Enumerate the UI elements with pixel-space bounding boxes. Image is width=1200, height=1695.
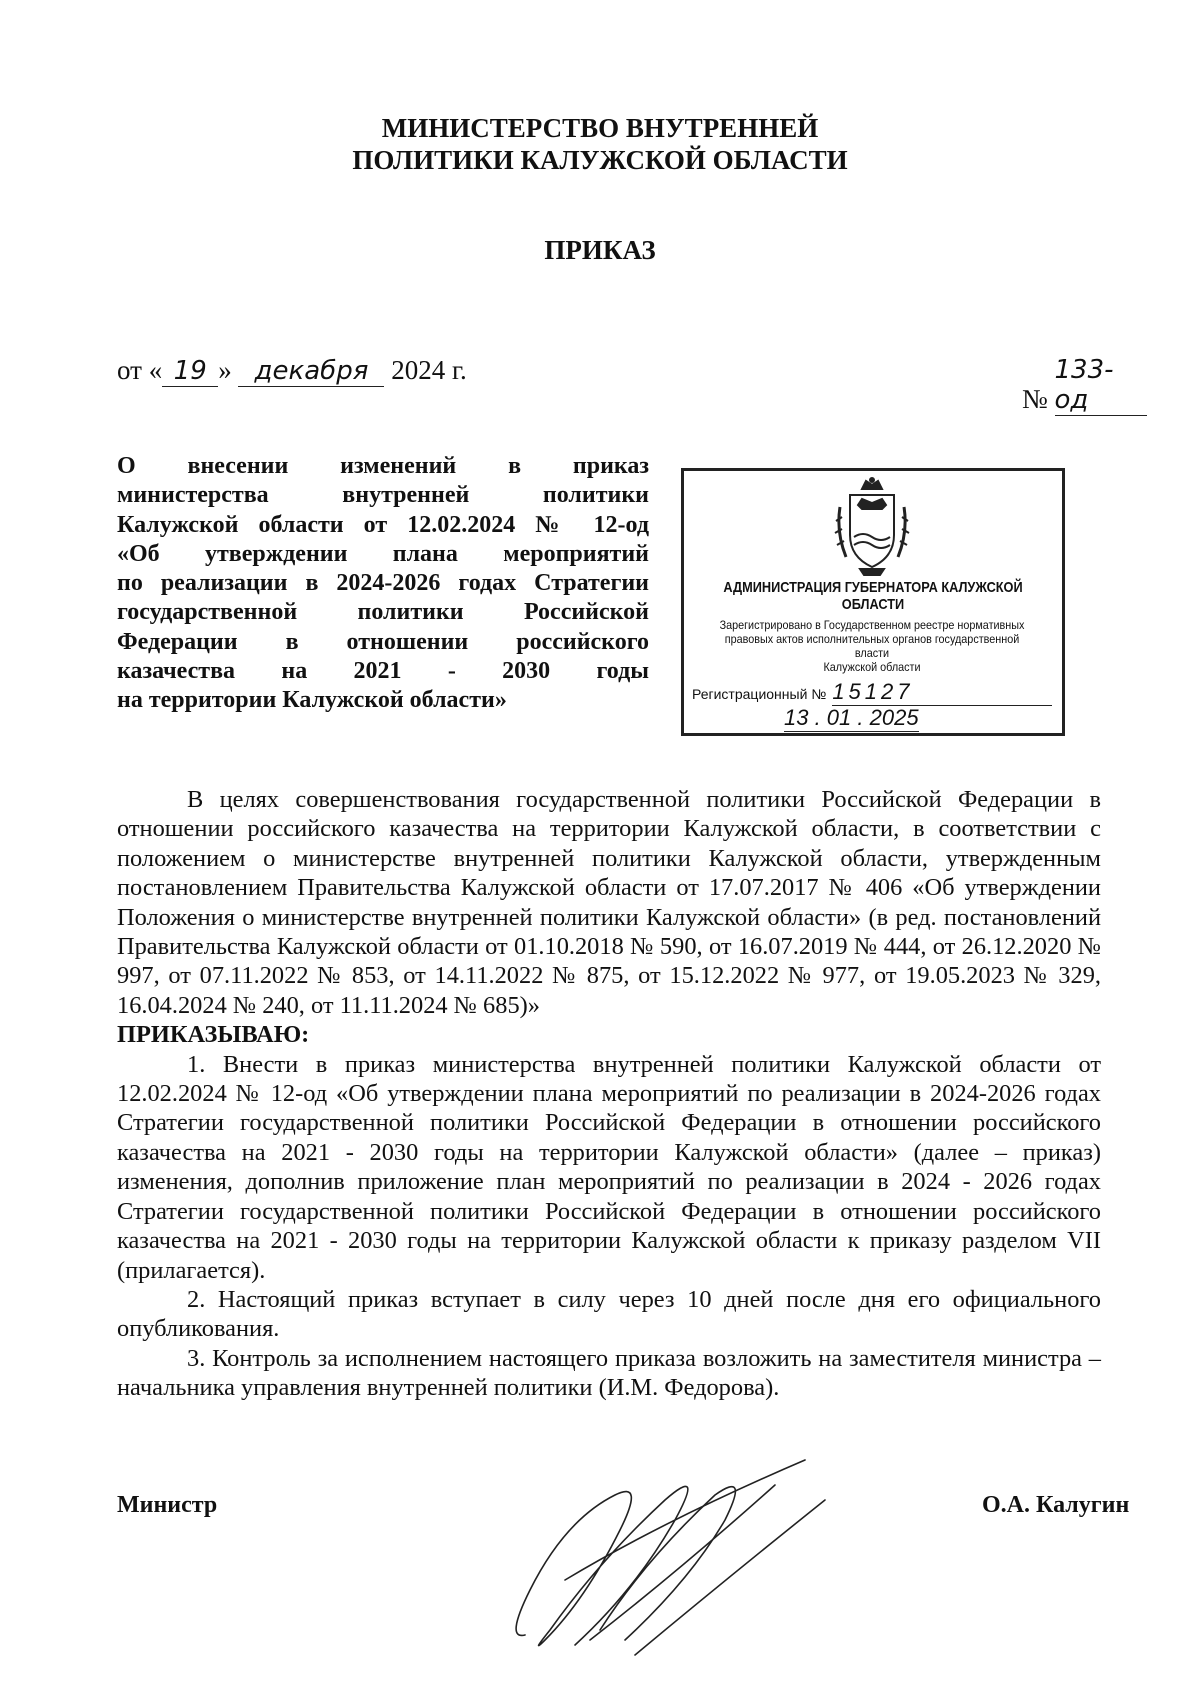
registered-line-3: Калужской области xyxy=(823,660,921,674)
order-subject xyxy=(117,452,649,716)
subject-line: О внесении изменений в приказ xyxy=(117,453,649,479)
registered-line-2: правовых актов исполнительных органов государственной власти xyxy=(724,632,1020,660)
registration-stamp xyxy=(681,468,1065,736)
handwritten-signature xyxy=(505,1440,845,1670)
reg-label: Регистрационный № xyxy=(692,686,827,702)
subject-line: казачества на 2021 - 2030 годы xyxy=(117,658,649,685)
subject-line: министерства внутренней политики xyxy=(117,482,649,509)
order-item-2: 2. Настоящий приказ вступает в силу через 10 дней после дня его официального опубликования. xyxy=(117,1285,1101,1343)
order-item-1: 1. Внести в приказ министерства внутренней политики Калужской области от 12.02.2024 № 12-од «Об утверждении плана мероприятий по реализации в 2024-2026 годах Стратегии государственной политики Российской Федерации в отношении российского казачества на 2021 - 2030 годы на территории Калужской области» (далее – приказ) изменения, дополнив приложение план мероприятий по реализации в 2024 - 2026 годах Стратегии государственной политики Российской Федерации в отношении российского казачества на 2021 - 2030 годы на территории Калужской области к приказу разделом VII (прилагается). xyxy=(117,1050,1101,1284)
registered-line-1: Зарегистрировано в Государственном реестре нормативных xyxy=(719,618,1025,632)
decree-heading: ПРИКАЗЫВАЮ: xyxy=(117,1021,310,1049)
stamp-org-name: АДМИНИСТРАЦИЯ ГУБЕРНАТОРА КАЛУЖСКОЙ ОБЛАСТИ xyxy=(723,579,1023,613)
order-date xyxy=(117,355,467,387)
subject-line: Калужской области от 12.02.2024 № 12-од xyxy=(117,511,649,538)
ministry-line-1: МИНИСТЕРСТВО ВНУТРЕННЕЙ xyxy=(381,113,819,143)
date-year: 2024 г. xyxy=(391,355,467,385)
ministry-name xyxy=(0,112,1200,176)
subject-line: государственной политики Российской xyxy=(117,599,649,626)
order-item-3: 3. Контроль за исполнением настоящего приказа возложить на заместителя министра – начальника управления внутренней политики (И.М. Федорова). xyxy=(117,1344,1101,1402)
subject-line: Федерации в отношении российского xyxy=(117,628,649,655)
number-value: 133-од xyxy=(1055,355,1147,416)
subject-line: на территории Калужской области» xyxy=(117,687,507,714)
stamp-reg-date xyxy=(784,705,919,732)
subject-line: по реализации в 2024-2026 годах Стратегии xyxy=(117,570,649,597)
date-prefix: от « xyxy=(117,355,163,385)
stamp-reg-number xyxy=(692,679,1052,706)
kaluga-coat-of-arms-icon xyxy=(832,477,912,577)
order-number xyxy=(1022,355,1147,416)
reg-date-value: 13 . 01 . 2025 xyxy=(784,705,919,730)
date-month: декабря xyxy=(238,356,384,387)
date-close-quote: » xyxy=(218,355,232,385)
stamp-registered-text xyxy=(710,618,1034,674)
ministry-line-2: ПОЛИТИКИ КАЛУЖСКОЙ ОБЛАСТИ xyxy=(352,145,848,175)
number-label: № xyxy=(1022,384,1048,414)
reg-number-value: 15127 xyxy=(832,679,1052,706)
signatory-name: О.А. Калугин xyxy=(982,1492,1130,1518)
date-day: 19 xyxy=(162,356,218,387)
signatory-title: Министр xyxy=(117,1492,218,1518)
order-body xyxy=(117,785,1101,1403)
document-type: ПРИКАЗ xyxy=(544,235,656,265)
subject-line: «Об утверждении плана мероприятий xyxy=(117,540,649,567)
preamble-paragraph: В целях совершенствования государственной политики Российской Федерации в отношении российского казачества на территории Калужской области, в соответствии с положением о министерстве внутренней политики Калужской области, утвержденным постановлением Правительства Калужской области от 17.07.2017 № 406 «Об утверждении Положения о министерстве внутренней политики Калужской области» (в ред. постановлений Правительства Калужской области от 01.10.2018 № 590, от 16.07.2019 № 444, от 26.12.2020 № 997, от 07.11.2022 № 853, от 14.11.2022 № 875, от 15.12.2022 № 977, от 19.05.2023 № 329, 16.04.2024 № 240, от 11.11.2024 № 685)» xyxy=(117,786,1101,1019)
